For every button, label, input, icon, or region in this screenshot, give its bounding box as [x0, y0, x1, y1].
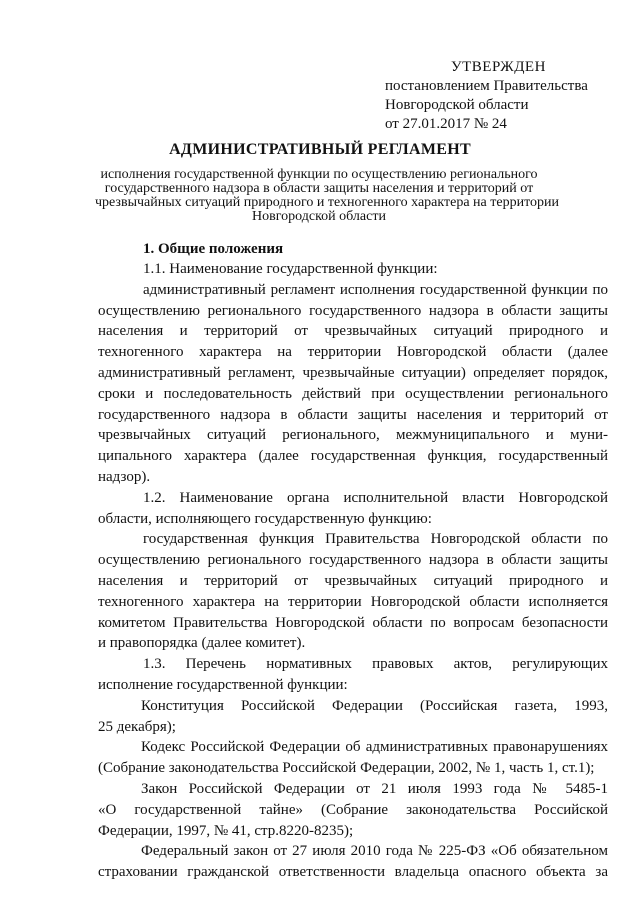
paragraph-line: техногенного характера на территории Новгородской области (далее — [98, 344, 608, 361]
document-title: АДМИНИСТРАТИВНЫЙ РЕГЛАМЕНТ — [169, 141, 471, 158]
item-header: 1.2. Наименование органа исполнительной власти Новгородской — [143, 489, 608, 506]
paragraph-line: государственная функция Правительства Новгородской области по — [143, 531, 608, 548]
legal-act-line: страховании гражданской ответственности владельца опасного объекта за — [98, 864, 608, 881]
paragraph-line: административный регламент исполнения государственной функции по — [143, 281, 608, 298]
section-heading: 1. Общие положения — [143, 241, 284, 257]
paragraph-line: и правопорядка (далее комитет). — [98, 635, 306, 652]
paragraph-line: административный регламент, чрезвычайные ситуации) определяет порядок, — [98, 364, 608, 381]
approved-label: УТВЕРЖДЕН — [451, 59, 546, 75]
approval-date-number: от 27.01.2017 № 24 — [385, 116, 507, 132]
item-1-3 — [98, 654, 608, 883]
legal-act-line: Конституция Российской Федерации (Российская газета, 1993, — [141, 697, 608, 714]
legal-act-line: Федерации, 1997, № 41, стр.8220-8235); — [98, 822, 354, 839]
paragraph-line: населения и территорий от чрезвычайных ситуаций природного и — [98, 572, 608, 589]
paragraph-line: техногенного характера на территории Новгородской области исполняется — [98, 593, 608, 610]
paragraph-line: комитетом Правительства Новгородской области по вопросам безопасности — [98, 614, 608, 631]
item-header: исполнение государственной функции: — [98, 676, 348, 693]
paragraph-line: государственного надзора в области защиты населения и территорий от — [98, 406, 608, 423]
legal-act-line: 25 декабря); — [98, 718, 176, 735]
paragraph-line: осуществлению регионального государственного надзора в области защиты — [98, 552, 608, 569]
approval-stamp-block — [385, 58, 625, 134]
subtitle-line: Новгородской области — [252, 209, 386, 224]
paragraph-line: осуществлению регионального государственного надзора в области защиты — [98, 302, 608, 319]
item-header: 1.1. Наименование государственной функции: — [143, 261, 438, 277]
paragraph-line: населения и территорий от чрезвычайных ситуаций природного и — [98, 323, 608, 340]
legal-act-line: Федеральный закон от 27 июля 2010 года № 225-ФЗ «Об обязательном — [141, 843, 608, 860]
paragraph-line: чрезвычайных ситуаций регионального, межмуниципального и муни- — [98, 427, 608, 444]
item-header: области, исполняющего государственную функцию: — [98, 510, 432, 527]
paragraph-line: надзор). — [98, 468, 151, 485]
subtitle-line: исполнения государственной функции по осуществлению регионального — [100, 167, 538, 182]
subtitle-line: государственного надзора в области защиты населения и территорий от — [104, 181, 534, 196]
item-1-1 — [98, 259, 608, 488]
paragraph-line: ципального характера (далее государственная функция, государственный — [98, 448, 608, 465]
approval-region-line: Новгородской области — [385, 97, 529, 113]
paragraph-line: сроки и последовательность действий при осуществлении регионального — [98, 385, 608, 402]
document-subtitle — [95, 167, 559, 224]
document-body — [98, 239, 608, 883]
item-header: 1.3. Перечень нормативных правовых актов, регулирующих — [143, 656, 608, 673]
legal-act-line: Кодекс Российской Федерации об административных правонарушениях — [141, 739, 608, 756]
approval-decree-line: постановлением Правительства — [385, 78, 588, 94]
legal-act-line: Закон Российской Федерации от 21 июля 1993 года № 5485-1 — [141, 780, 608, 797]
item-1-2 — [98, 488, 608, 654]
legal-act-line: «О государственной тайне» (Собрание законодательства Российской — [98, 801, 608, 818]
legal-act-line: (Собрание законодательства Российской Федерации, 2002, № 1, часть 1, ст.1); — [98, 760, 595, 777]
subtitle-line: чрезвычайных ситуаций природного и техногенного характера на территории — [95, 195, 559, 210]
